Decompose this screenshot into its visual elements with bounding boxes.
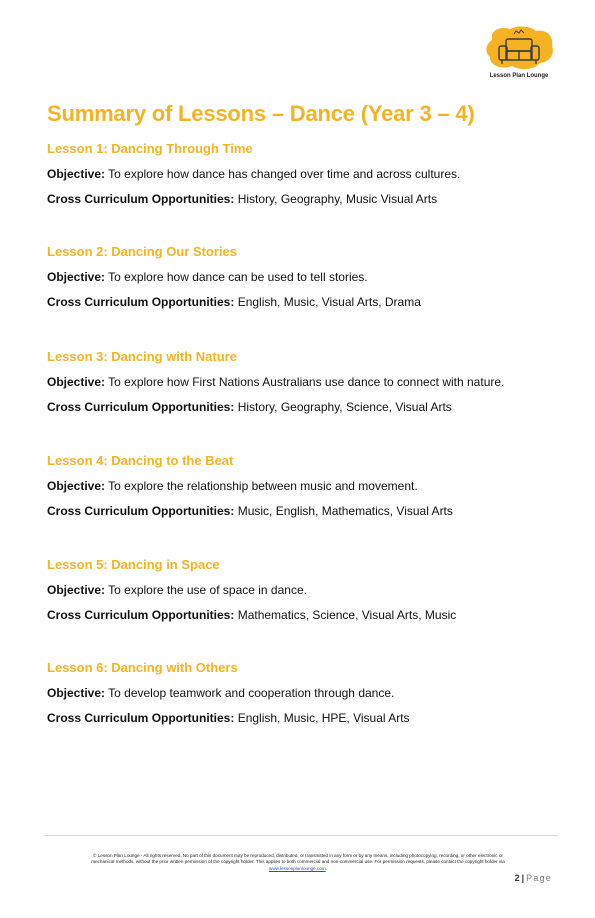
website-link[interactable]: www.lessonplanlounge.com [269,865,326,871]
cross-curriculum-line [47,608,567,625]
cross-curriculum-text: English, Music, Visual Arts, Drama [237,295,421,309]
objective-text: To explore the use of space in dance. [108,583,307,597]
cross-curriculum-label: Cross Curriculum Opportunities: [47,295,235,309]
cross-curriculum-text: English, Music, HPE, Visual Arts [237,711,410,725]
objective-line [47,583,567,600]
brand-logo [484,26,558,82]
cross-curriculum-line [47,504,567,521]
link-suffix: . [325,865,327,871]
sofa-logo-icon [484,26,556,72]
lesson-heading: Lesson 1: Dancing Through Time [47,141,253,156]
lesson-block [47,244,567,312]
page-number-value: 2 [514,873,520,883]
objective-label: Objective: [47,375,106,389]
lesson-heading: Lesson 4: Dancing to the Beat [47,453,234,468]
lesson-heading: Lesson 3: Dancing with Nature [47,349,237,364]
copyright-line-2: mechanical methods, without the prior written permission of the copyright holder. This applies to both commercial and non-commercial use. For permission requests, please contact the copyright holder via [91,859,505,865]
objective-text: To explore how dance can be used to tell stories. [108,270,368,284]
objective-line [47,270,567,287]
lesson-block [47,453,567,521]
objective-line [47,375,567,392]
cross-curriculum-text: History, Geography, Music Visual Arts [237,192,438,206]
objective-line [47,479,567,496]
objective-label: Objective: [47,167,106,181]
cross-curriculum-text: Music, English, Mathematics, Visual Arts [237,504,453,518]
cross-curriculum-label: Cross Curriculum Opportunities: [47,711,235,725]
objective-label: Objective: [47,686,106,700]
objective-line [47,686,567,703]
lesson-heading: Lesson 5: Dancing in Space [47,557,220,572]
cross-curriculum-line [47,295,567,312]
page-word: Page [526,873,552,883]
cross-curriculum-line [47,711,567,728]
lesson-block [47,349,567,417]
objective-label: Objective: [47,583,106,597]
objective-text: To explore how First Nations Australians use dance to connect with nature. [108,375,505,389]
objective-label: Objective: [47,479,106,493]
cross-curriculum-line [47,400,567,417]
cross-curriculum-text: History, Geography, Science, Visual Arts [237,400,452,414]
cross-curriculum-text: Mathematics, Science, Visual Arts, Music [237,608,457,622]
objective-text: To explore the relationship between music and movement. [108,479,418,493]
page-number [515,873,552,883]
lesson-block [47,557,567,625]
copyright-link-line [48,866,548,872]
logo-text: Lesson Plan Lounge [489,73,549,79]
lesson-block [47,660,567,728]
objective-text: To explore how dance has changed over time and across cultures. [108,167,461,181]
objective-line [47,167,567,184]
lesson-heading: Lesson 6: Dancing with Others [47,660,238,675]
cross-curriculum-label: Cross Curriculum Opportunities: [47,504,235,518]
cross-curriculum-label: Cross Curriculum Opportunities: [47,400,235,414]
objective-label: Objective: [47,270,106,284]
page-title: Summary of Lessons – Dance (Year 3 – 4) [47,101,475,126]
page-number-separator: | [521,873,525,883]
cross-curriculum-label: Cross Curriculum Opportunities: [47,608,235,622]
cross-curriculum-line [47,192,567,209]
lesson-block [47,141,567,209]
copyright-notice [48,853,548,872]
footer-divider [44,835,558,836]
objective-text: To develop teamwork and cooperation through dance. [108,686,395,700]
cross-curriculum-label: Cross Curriculum Opportunities: [47,192,235,206]
lesson-heading: Lesson 2: Dancing Our Stories [47,244,237,259]
copyright-line-1: © Lesson Plan Lounge - All rights reserved. No part of this document may be reproduced, distributed, or transmitted in any form or by any means, including photocopying, recording, or other electronic or [93,853,503,858]
